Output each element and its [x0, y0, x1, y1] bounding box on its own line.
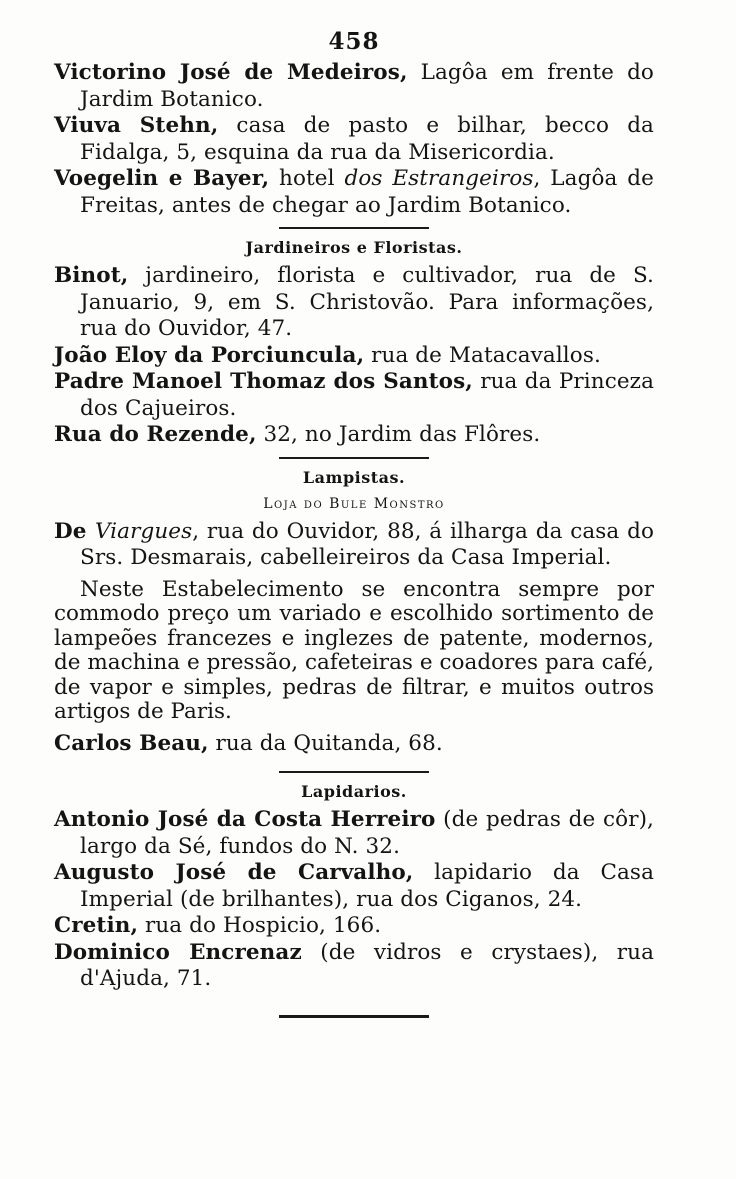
entry-name: Dominico Encrenaz: [54, 939, 302, 965]
entry-name: Cretin,: [54, 913, 139, 938]
list-item: [54, 113, 654, 166]
list-item: [54, 519, 654, 572]
section-divider: [279, 227, 429, 229]
section-divider: [279, 457, 429, 459]
entry-text: rua da Princeza dos Cajueiros.: [80, 369, 655, 421]
entry-italic: Viargues: [94, 518, 193, 544]
entry-text: , Lagôa de Freitas, antes de chegar ao Jardim Botanico.: [80, 166, 654, 218]
list-item: [54, 369, 654, 422]
entry-name: Rua do Rezende,: [54, 422, 257, 447]
entry-text: lapidario da Casa Imperial (de brilhantes), rua dos Ciganos, 24.: [80, 860, 654, 912]
list-item: [54, 422, 654, 449]
entry-text: 32, no Jardim das Flôres.: [256, 422, 541, 447]
entry-text: , rua do Ouvidor, 88, á ilharga da casa do Srs. Desmarais, cabelleireiros da Casa Imperial.: [80, 518, 655, 570]
entry-text: hotel: [269, 166, 345, 191]
list-item: [54, 913, 654, 940]
advert-paragraph: Neste Estabelecimento se encontra sempre por commodo preço um variado e escolhido sortimento de lampeões francezes e inglezes de patente, modernos, de machina e pressão, cafeteiras e coadores para café, de vapor e simples, pedras de filtrar, e muitos outros artigos de Paris.: [54, 576, 654, 724]
list-item: [54, 731, 654, 758]
list-item: [54, 940, 654, 993]
entry-name: Binot,: [54, 263, 129, 288]
list-item: [54, 343, 654, 370]
entry-text: Lagôa em frente do Jardim Botanico.: [80, 60, 654, 112]
section-subheading: Loja do Bule Monstro: [263, 495, 445, 512]
entry-name: João Eloy da Porciuncula,: [54, 342, 365, 368]
entry-text: (de pedras de côr), largo da Sé, fundos do N. 32.: [80, 807, 654, 859]
entry-name: Padre Manoel Thomaz dos Santos,: [54, 369, 473, 394]
entry-name: De: [54, 518, 95, 544]
section-heading-lampistas: Lampistas.: [302, 467, 406, 487]
entry-text: rua de Matacavallos.: [364, 342, 601, 368]
entry-text: rua do Hospicio, 166.: [138, 913, 382, 938]
list-item: [54, 807, 654, 860]
entry-name: Victorino José de Medeiros,: [54, 60, 408, 85]
entry-name: Augusto José de Carvalho,: [54, 860, 414, 885]
list-item: [54, 166, 654, 219]
entry-text: (de vidros e crystaes), rua d'Ajuda, 71.: [80, 939, 654, 991]
entry-name: Carlos Beau,: [54, 730, 209, 756]
entry-text: casa de pasto e bilhar, becco da Fidalga, 5, esquina da rua da Misericordia.: [80, 113, 654, 165]
section-heading-jardineiros: Jardineiros e Floristas.: [245, 238, 463, 257]
entry-name: Voegelin e Bayer,: [54, 166, 270, 191]
section-divider: [279, 771, 429, 773]
list-item: [54, 263, 654, 343]
section-heading-lapidarios: Lapidarios.: [301, 782, 407, 801]
entry-name: Viuva Stehn,: [54, 113, 219, 138]
list-item: [54, 60, 654, 113]
entry-text: rua da Quitanda, 68.: [208, 730, 443, 756]
entry-italic: dos Estrangeiros: [344, 166, 534, 191]
document-page: [54, 28, 654, 1026]
entry-name: Antonio José da Costa Herreiro: [54, 807, 436, 832]
list-item: [54, 860, 654, 913]
page-number: 458: [328, 28, 380, 55]
end-divider: [279, 1015, 429, 1018]
entry-text: jardineiro, florista e cultivador, rua de S. Januario, 9, em S. Christovão. Para informações, rua do Ouvidor, 47.: [80, 263, 654, 341]
